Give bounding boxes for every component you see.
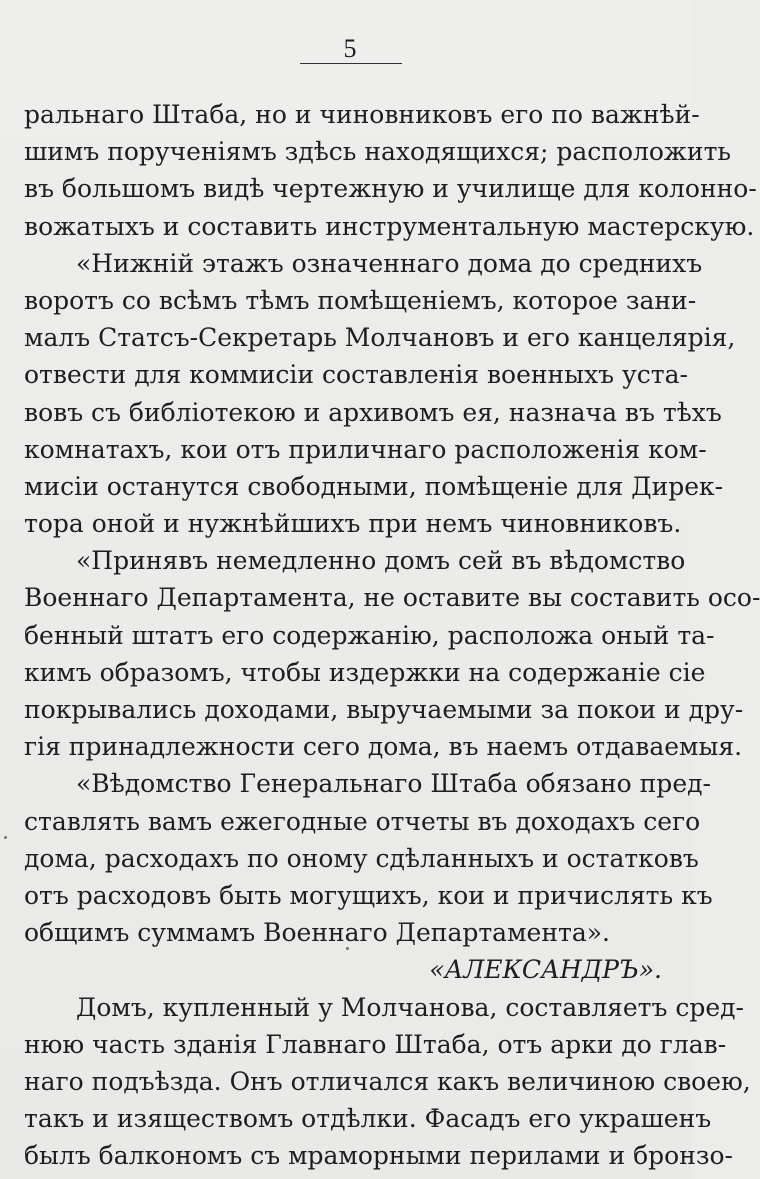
text-line: ральнаго Штаба, но и чиновниковъ его по важнѣй- [24,100,700,129]
text-line: вожатыхъ и составить инструментальную мастерскую. [24,211,755,241]
text-line: ставлять вамъ ежегодные отчеты въ доходахъ сего [24,806,701,836]
text-line: «Вѣдомство Генеральнаго Штаба обязано пред- [76,769,711,799]
text-line: бенный штатъ его содержанію, расположа оный та- [24,620,715,650]
text-line: дома, расходахъ по оному сдѣланныхъ и остатковъ [24,843,699,873]
text-line: Военнаго Департамента, не оставите вы составить осо- [24,583,760,613]
page-number-rule [300,63,402,64]
text-line: наго подъѣзда. Онъ отличался какъ величиною своею, [24,1066,751,1096]
text-line: отъ расходовъ быть могущихъ, кои и причислять къ [24,880,713,910]
page-text [24,96,760,1174]
text-line: мисіи останутся свободными, помѣщеніе для Дирек- [24,471,724,501]
text-line: кимъ образомъ, чтобы издержки на содержаніе сіе [24,657,706,687]
text-line: «Нижній этажъ означеннаго дома до среднихъ [76,248,703,278]
text-line: покрывались доходами, выручаемыми за покои и дру- [24,695,744,724]
text-line: гія принадлежности сего дома, въ наемъ отдаваемыя. [24,732,743,762]
text-line: воротъ со всѣмъ тѣмъ помѣщеніемъ, которое зани- [24,285,697,315]
paper-speck [4,836,7,839]
page-number: 5 [343,34,357,63]
text-line: отвести для коммисіи составленія военныхъ уста- [24,360,688,390]
text-line: Домъ, купленный у Молчанова, составляетъ сред- [76,992,744,1022]
paper-speck [346,947,349,950]
text-line: такъ и изяществомъ отдѣлки. Фасадъ его украшенъ [24,1104,712,1134]
text-line: нюю часть зданія Главнаго Штаба, отъ арки до глав- [24,1029,727,1059]
text-line: общимъ суммамъ Военнаго Департамента». [24,918,610,948]
text-line: тора оной и нужнѣйшихъ при немъ чиновниковъ. [24,509,682,539]
text-line: въ большомъ видѣ чертежную и училище для колонно- [24,174,757,204]
signature-line: «АЛЕКСАНДРЪ». [429,955,662,985]
text-line: былъ балкономъ съ мраморными перилами и бронзо- [24,1141,734,1171]
text-line: шимъ порученіямъ здѣсь находящихся; расположить [24,137,732,167]
text-line: вовъ съ библіотекою и архивомъ ея, назнача въ тѣхъ [24,397,722,427]
text-line: «Принявъ немедленно домъ сей въ вѣдомство [76,546,686,576]
text-line: малъ Статсъ-Секретарь Молчановъ и его канцелярія, [24,323,736,353]
text-line: комнатахъ, кои отъ приличнаго расположенія ком- [24,434,707,464]
